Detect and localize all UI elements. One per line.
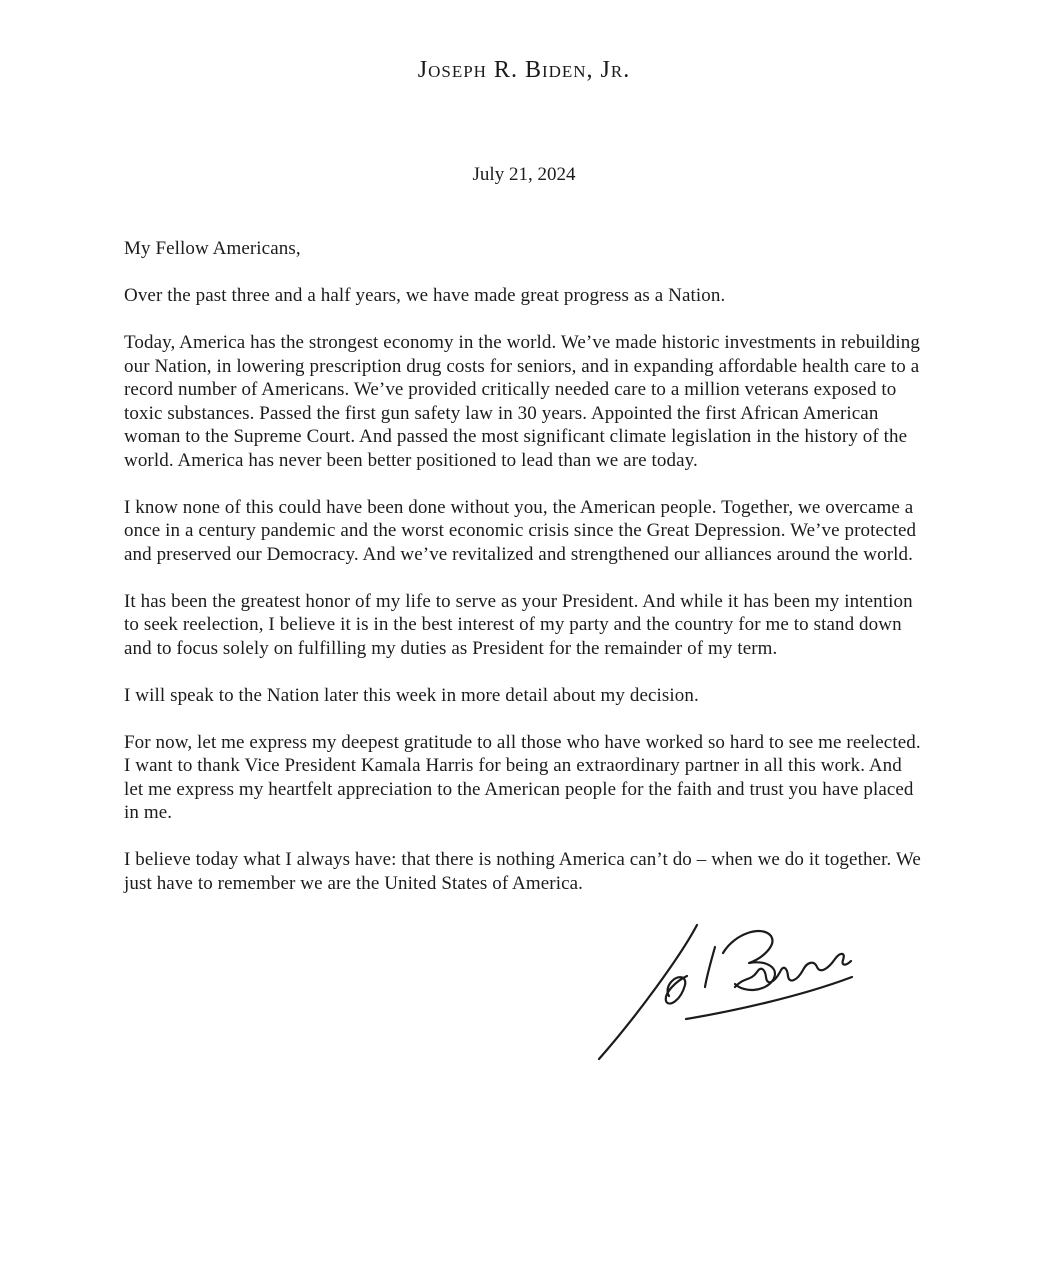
handwritten-signature-icon xyxy=(574,919,874,1069)
paragraph-2: Today, America has the strongest economy in the world. We’ve made historic investments in rebuilding our Nation, in lowering prescription drug costs for seniors, and in expanding affordable health care to a record number of Americans. We’ve provided critically needed care to a million veterans exposed to toxic substances. Passed the first gun safety law in 30 years. Appointed the first African American woman to the Supreme Court. And passed the most significant climate legislation in the history of the world. America has never been better positioned to lead than we are today. xyxy=(124,332,920,471)
paragraph-7: I believe today what I always have: that there is nothing America can’t do – when we do it together. We just have to remember we are the United States of America. xyxy=(124,849,921,894)
paragraph-4: It has been the greatest honor of my life to serve as your President. And while it has been my intention to seek reelection, I believe it is in the best interest of my party and the country for me to stand down and to focus solely on fulfilling my duties as President for the remainder of my term. xyxy=(124,590,913,659)
paragraph-6: For now, let me express my deepest gratitude to all those who have worked so hard to see me reelected. I want to thank Vice President Kamala Harris for being an extraordinary partner in all this work. And let me express my heartfelt appreciation to the American people for the faith and trust you have placed in me. xyxy=(124,731,921,823)
letterhead-name: Joseph R. Biden, Jr. xyxy=(417,57,631,83)
paragraph-5: I will speak to the Nation later this week in more detail about my decision. xyxy=(124,684,699,706)
paragraph-3: I know none of this could have been done without you, the American people. Together, we overcame a once in a century pandemic and the worst economic crisis since the Great Depression. We’ve protected and preserved our Democracy. And we’ve revitalized and strengthened our alliances around the world. xyxy=(124,496,917,565)
letter-date: July 21, 2024 xyxy=(472,164,576,185)
letter-body xyxy=(124,237,924,1069)
signature xyxy=(574,919,874,1069)
paragraph-1: Over the past three and a half years, we have made great progress as a Nation. xyxy=(124,285,726,306)
salutation: My Fellow Americans, xyxy=(124,238,301,259)
